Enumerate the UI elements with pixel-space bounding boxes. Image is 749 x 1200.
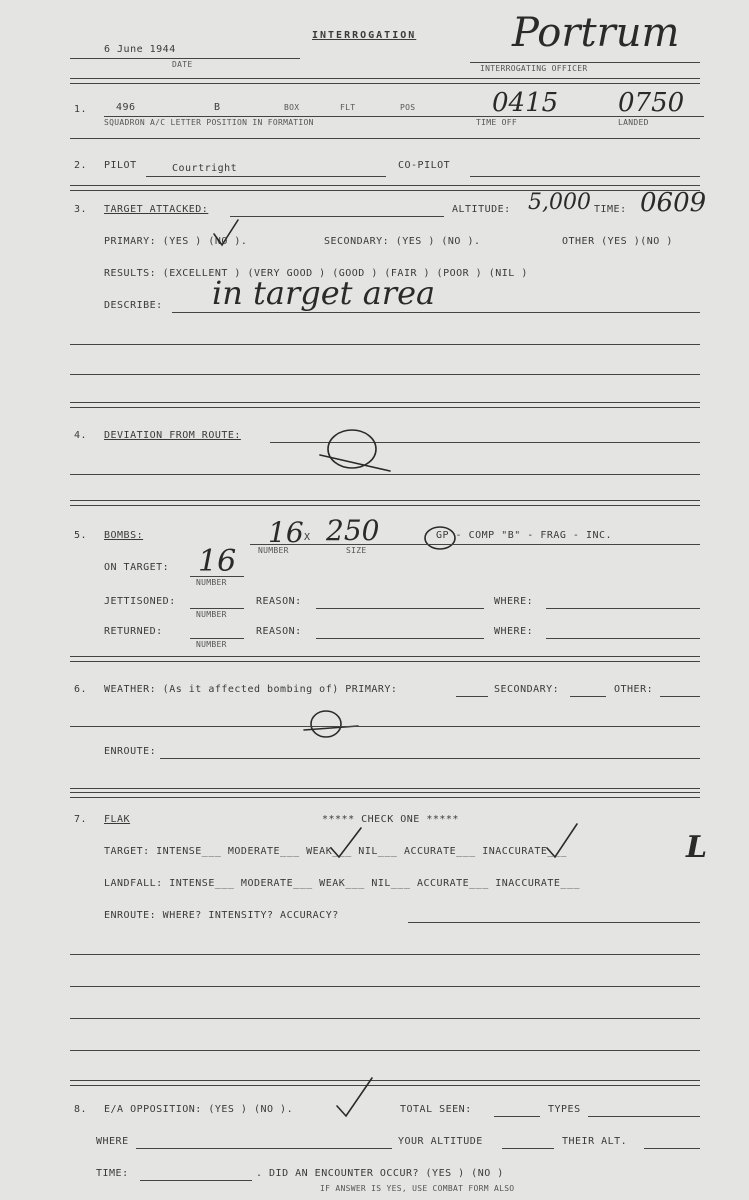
deviation-label: DEVIATION FROM ROUTE: bbox=[104, 430, 241, 441]
weather-secondary-label: SECONDARY: bbox=[494, 684, 560, 695]
accurate-checkmark bbox=[544, 822, 580, 860]
total-seen-line bbox=[494, 1116, 540, 1117]
enroute-label: ENROUTE: bbox=[104, 746, 157, 757]
returned-line bbox=[190, 638, 244, 639]
check-one: ***** CHECK ONE ***** bbox=[322, 814, 459, 825]
jettisoned-where-label: WHERE: bbox=[494, 596, 534, 607]
bombs-line bbox=[250, 544, 700, 545]
on-target-value: 16 bbox=[198, 544, 237, 579]
bombs-size: 250 bbox=[326, 514, 380, 547]
target-line bbox=[230, 216, 444, 217]
time-label-8: TIME: bbox=[96, 1168, 129, 1179]
bombs-number: 16 bbox=[268, 516, 304, 549]
blank-line bbox=[70, 374, 700, 375]
on-target-label: ON TARGET: bbox=[104, 562, 170, 573]
jettisoned-reason-line bbox=[316, 608, 484, 609]
bombs-size-label: SIZE bbox=[346, 546, 367, 555]
copilot-label: CO-PILOT bbox=[398, 160, 451, 171]
jettisoned-reason-label: REASON: bbox=[256, 596, 302, 607]
jettisoned-label: JETTISONED: bbox=[104, 596, 176, 607]
time-label: TIME: bbox=[594, 204, 627, 215]
blank-line bbox=[70, 1050, 700, 1051]
types-label: TYPES bbox=[548, 1104, 581, 1115]
blank-line bbox=[70, 986, 700, 987]
flak-enroute-line bbox=[408, 922, 700, 923]
weather-text: WEATHER: (As it affected bombing of) PRIMARY: bbox=[104, 684, 398, 695]
returned-where-line bbox=[546, 638, 700, 639]
time-value: 0609 bbox=[640, 188, 707, 218]
bombs-label: BOMBS: bbox=[104, 530, 144, 541]
your-altitude-label: YOUR ALTITUDE bbox=[398, 1136, 483, 1147]
section-7-number: 7. bbox=[74, 814, 88, 825]
bombs-number-label: NUMBER bbox=[258, 546, 289, 555]
returned-reason-line bbox=[316, 638, 484, 639]
enroute-line bbox=[160, 758, 700, 759]
on-target-number-label: NUMBER bbox=[196, 578, 227, 587]
blank-line bbox=[70, 344, 700, 345]
types-line bbox=[588, 1116, 700, 1117]
encounter-text: . DID AN ENCOUNTER OCCUR? (YES ) (NO ) bbox=[256, 1168, 504, 1179]
divider bbox=[70, 78, 700, 84]
on-target-line bbox=[190, 576, 244, 577]
blank-line bbox=[70, 788, 700, 789]
squadron-value: 496 bbox=[116, 102, 136, 113]
jettisoned-number-label: NUMBER bbox=[196, 610, 227, 619]
flak-margin-mark: L bbox=[686, 830, 708, 865]
divider bbox=[70, 1080, 700, 1086]
footnote: IF ANSWER IS YES, USE COMBAT FORM ALSO bbox=[320, 1184, 515, 1193]
returned-label: RETURNED: bbox=[104, 626, 163, 637]
weather-nil-mark bbox=[302, 706, 362, 742]
date-line bbox=[70, 58, 300, 59]
section-2-number: 2. bbox=[74, 160, 88, 171]
ea-no-checkmark bbox=[334, 1076, 376, 1120]
flt-value: FLT bbox=[340, 103, 356, 112]
divider bbox=[70, 138, 700, 139]
landed-value: 0750 bbox=[618, 88, 685, 118]
section-6-number: 6. bbox=[74, 684, 88, 695]
divider bbox=[70, 500, 700, 506]
flak-target-row: TARGET: INTENSE___ MODERATE___ WEAK___ NIL___ ACCURATE___ INACCURATE___ bbox=[104, 846, 567, 857]
time-off-value: 0415 bbox=[492, 88, 559, 118]
jettisoned-where-line bbox=[546, 608, 700, 609]
primary-text: PRIMARY: (YES ) (NO ). bbox=[104, 236, 248, 247]
blank-line bbox=[70, 954, 700, 955]
your-altitude-line bbox=[502, 1148, 554, 1149]
pilot-label: PILOT bbox=[104, 160, 137, 171]
copilot-line bbox=[470, 176, 700, 177]
altitude-label: ALTITUDE: bbox=[452, 204, 511, 215]
deviation-nil-mark bbox=[318, 425, 398, 475]
divider bbox=[70, 185, 700, 191]
ac-letter-value: B bbox=[214, 102, 221, 113]
results-text: RESULTS: (EXCELLENT ) (VERY GOOD ) (GOOD ) (FAIR ) (POOR ) (NIL ) bbox=[104, 268, 528, 279]
box-value: BOX bbox=[284, 103, 300, 112]
target-label: TARGET ATTACKED: bbox=[104, 204, 209, 215]
flak-enroute-row: ENROUTE: WHERE? INTENSITY? ACCURACY? bbox=[104, 910, 339, 921]
divider bbox=[70, 402, 700, 408]
jettisoned-line bbox=[190, 608, 244, 609]
weather-secondary-line bbox=[570, 696, 606, 697]
divider bbox=[70, 656, 700, 662]
time-off-label: TIME OFF bbox=[476, 118, 517, 127]
describe-line bbox=[172, 312, 700, 313]
pilot-value: Courtright bbox=[172, 163, 238, 174]
their-altitude-label: THEIR ALT. bbox=[562, 1136, 628, 1147]
section-4-number: 4. bbox=[74, 430, 88, 441]
section-1-labels: SQUADRON A/C LETTER POSITION IN FORMATION bbox=[104, 118, 314, 127]
weather-other-line bbox=[660, 696, 700, 697]
divider bbox=[70, 792, 700, 798]
primary-yes-checkmark bbox=[210, 218, 240, 248]
altitude-value: 5,000 bbox=[528, 190, 591, 215]
officer-label: INTERROGATING OFFICER bbox=[480, 64, 588, 73]
section-5-number: 5. bbox=[74, 530, 88, 541]
section-1-number: 1. bbox=[74, 104, 88, 115]
section-1-line bbox=[104, 116, 704, 117]
flak-landfall-row: LANDFALL: INTENSE___ MODERATE___ WEAK___ NIL___ ACCURATE___ INACCURATE___ bbox=[104, 878, 580, 889]
ea-opposition-text: E/A OPPOSITION: (YES ) (NO ). bbox=[104, 1104, 294, 1115]
returned-reason-label: REASON: bbox=[256, 626, 302, 637]
total-seen-label: TOTAL SEEN: bbox=[400, 1104, 472, 1115]
blank-line bbox=[70, 474, 700, 475]
officer-line bbox=[470, 62, 700, 63]
time-line-8 bbox=[140, 1180, 252, 1181]
section-3-number: 3. bbox=[74, 204, 88, 215]
section-8-number: 8. bbox=[74, 1104, 88, 1115]
returned-where-label: WHERE: bbox=[494, 626, 534, 637]
bombs-x: X bbox=[304, 532, 311, 543]
where-line bbox=[136, 1148, 392, 1149]
blank-line bbox=[70, 1018, 700, 1019]
other-text: OTHER (YES )(NO ) bbox=[562, 236, 673, 247]
moderate-checkmark bbox=[328, 826, 364, 860]
form-title: INTERROGATION bbox=[312, 30, 417, 41]
date-value: 6 June 1944 bbox=[104, 44, 176, 55]
where-label: WHERE bbox=[96, 1136, 129, 1147]
flak-label: FLAK bbox=[104, 814, 131, 825]
blank-line bbox=[70, 726, 700, 727]
bomb-type-options: GP - COMP "B" - FRAG - INC. bbox=[436, 530, 613, 541]
pilot-line bbox=[146, 176, 386, 177]
describe-label: DESCRIBE: bbox=[104, 300, 163, 311]
describe-value: in target area bbox=[212, 274, 436, 312]
date-label: DATE bbox=[172, 60, 193, 69]
their-altitude-line bbox=[644, 1148, 700, 1149]
weather-other-label: OTHER: bbox=[614, 684, 654, 695]
pos-value: POS bbox=[400, 103, 416, 112]
secondary-text: SECONDARY: (YES ) (NO ). bbox=[324, 236, 481, 247]
returned-number-label: NUMBER bbox=[196, 640, 227, 649]
officer-signature: Portrum bbox=[512, 10, 680, 56]
landed-label: LANDED bbox=[618, 118, 649, 127]
weather-primary-line bbox=[456, 696, 488, 697]
